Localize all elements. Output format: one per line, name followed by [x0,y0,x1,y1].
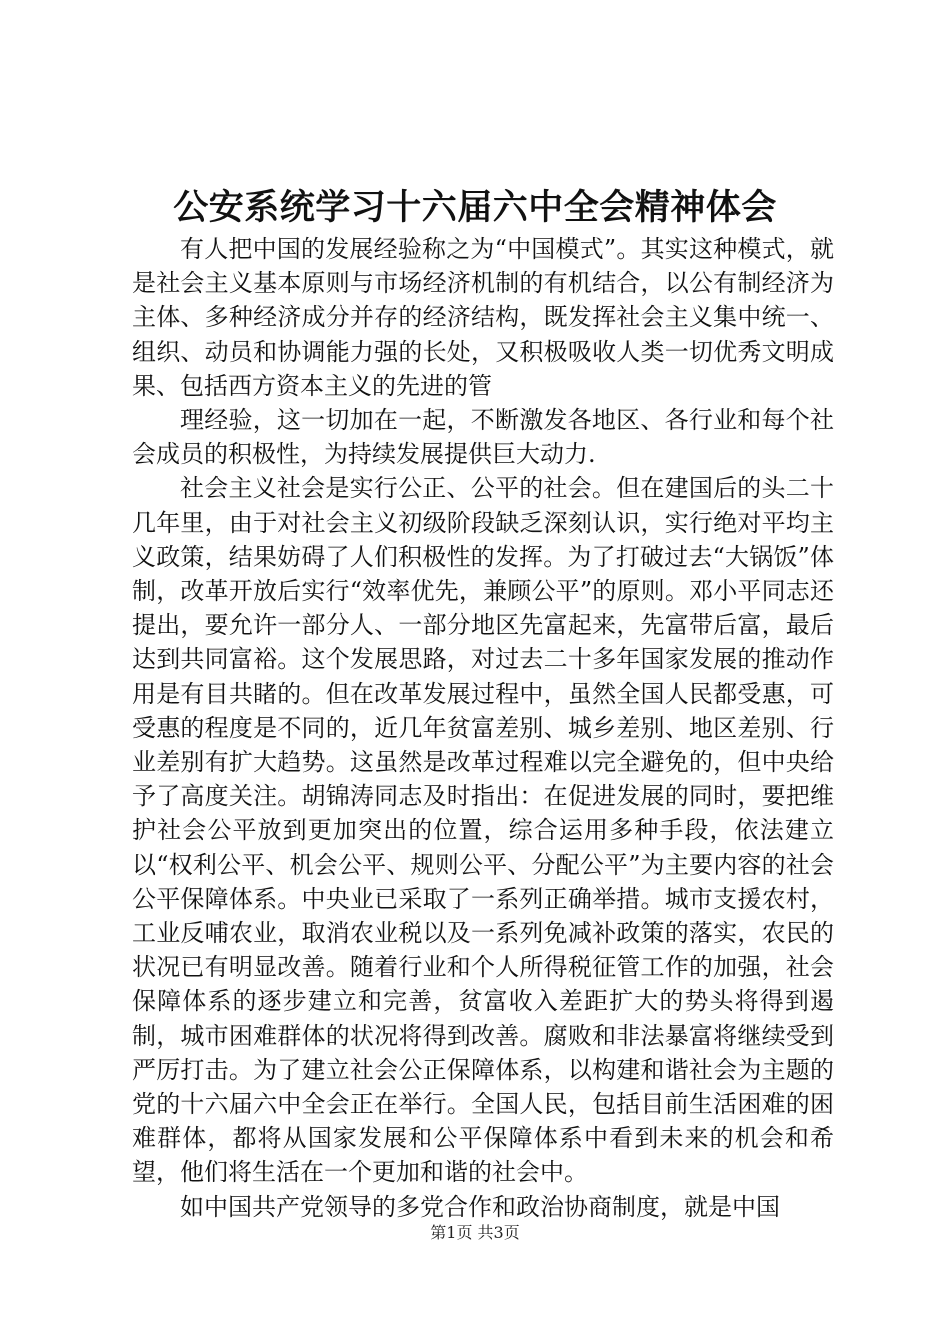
page-footer: 第1页 共3页 [430,1223,520,1242]
paragraph-1: 有人把中国的发展经验称之为“中国模式”。其实这种模式，就是社会主义基本原则与市场经济机制的有机结合，以公有制经济为主体、多种经济成分并存的经济结构，既发挥社会主义集中统一、组织、动员和协调能力强的长处，又积极吸收人类一切优秀文明成果、包括西方资本主义的先进的管 [132,235,834,400]
paragraph-3: 社会主义社会是实行公正、公平的社会。但在建国后的头二十几年里，由于对社会主义初级阶段缺乏深刻认识，实行绝对平均主义政策，结果妨碍了人们积极性的发挥。为了打破过去“大锅饭”体制，改革开放后实行“效率优先，兼顾公平”的原则。邓小平同志还提出，要允许一部分人、一部分地区先富起来，先富带后富，最后达到共同富裕。这个发展思路，对过去二十多年国家发展的推动作用是有目共睹的。但在改革发展过程中，虽然全国人民都受惠，可受惠的程度是不同的，近几年贫富差别、城乡差别、地区差别、行业差别有扩大趋势。这虽然是改革过程难以完全避免的，但中央给予了高度关注。胡锦涛同志及时指出：在促进发展的同时，要把维护社会公平放到更加突出的位置，综合运用多种手段，依法建立以“权利公平、机会公平、规则公平、分配公平”为主要内容的社会公平保障体系。中央业已采取了一系列正确举措。城市支援农村，工业反哺农业，取消农业税以及一系列免减补政策的落实，农民的状况已有明显改善。随着行业和个人所得税征管工作的加强，社会保障体系的逐步建立和完善，贫富收入差距扩大的势头将得到遏制，城市困难群体的状况将得到改善。腐败和非法暴富将继续受到严厉打击。为了建立社会公正保障体系，以构建和谐社会为主题的党的十六届六中全会正在举行。全国人民，包括目前生活困难的困难群体，都将从国家发展和公平保障体系中看到未来的机会和希望，他们将生活在一个更加和谐的社会中。 [132,474,834,1187]
paragraph-4: 如中国共产党领导的多党合作和政治协商制度，就是中国 [180,1192,780,1221]
document-title: 公安系统学习十六届六中全会精神体会 [173,187,777,228]
paragraph-2: 理经验，这一切加在一起，不断激发各地区、各行业和每个社会成员的积极性，为持续发展提供巨大动力. [132,406,834,469]
document-body [132,232,834,1224]
